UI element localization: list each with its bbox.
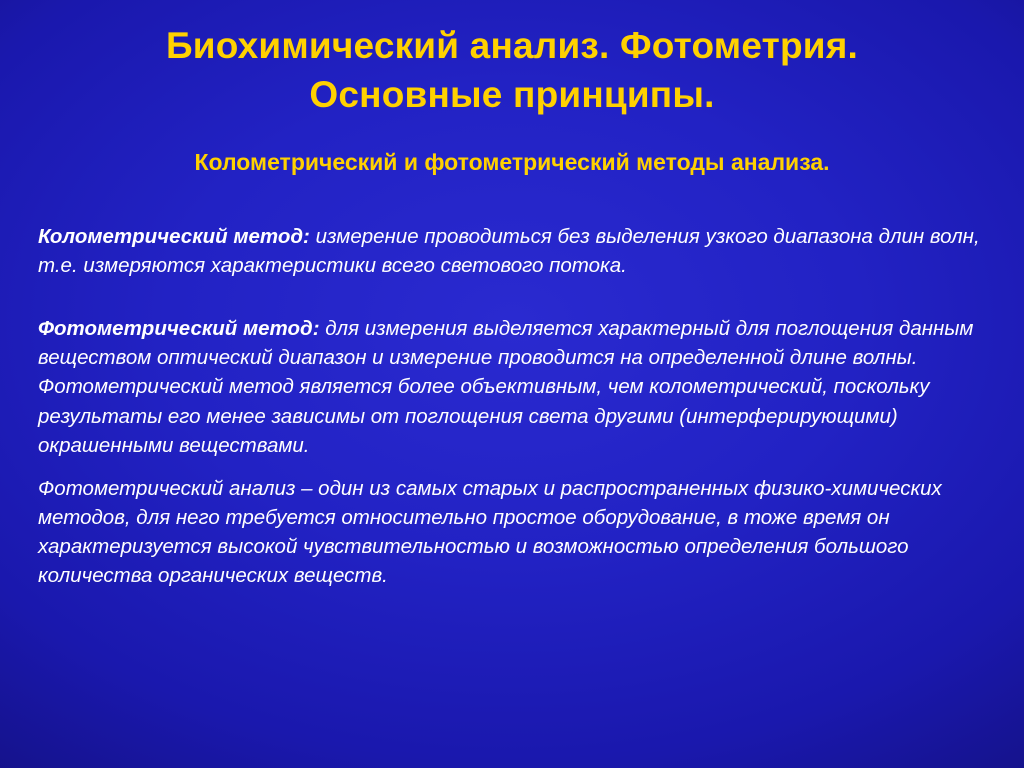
slide-subtitle: Колометрический и фотометрический методы анализа. <box>194 149 830 175</box>
title-line-2: Основные принципы. <box>309 73 715 115</box>
paragraph-lead-photometric: Фотометрический метод: <box>38 317 320 341</box>
paragraph-photometric-analysis <box>38 474 990 590</box>
title-line-1: Биохимический анализ. Фотометрия. <box>165 25 858 66</box>
paragraph-text-photometric: для измерения выделяется характерный для поглощения данным веществом оптический диапазон и измерение проводится на определенной длине волны. Фотометрический метод является более объективным, чем колометрический, поскольку результаты его менее зависимы от поглощения света другими (интерферирующими) окрашенными веществами. <box>38 317 974 457</box>
paragraph-photometric-method <box>38 314 990 460</box>
paragraph-text-analysis: Фотометрический анализ – один из самых старых и распространенных физико-химических методов, для него требуется относительно простое оборудование, в тоже время он характеризуется высокой чувствительностью и возможностью определения большого количества органических веществ. <box>38 476 942 588</box>
paragraph-lead-colorimetric: Колометрический метод: <box>38 225 310 248</box>
slide-body <box>38 222 990 616</box>
paragraph-text-colorimetric: измерение проводиться без выделения узкого диапазона длин волн, т.е. измеряются характеристики всего светового потока. <box>38 225 980 278</box>
paragraph-colorimetric-method <box>38 222 990 280</box>
slide-title <box>48 22 976 120</box>
